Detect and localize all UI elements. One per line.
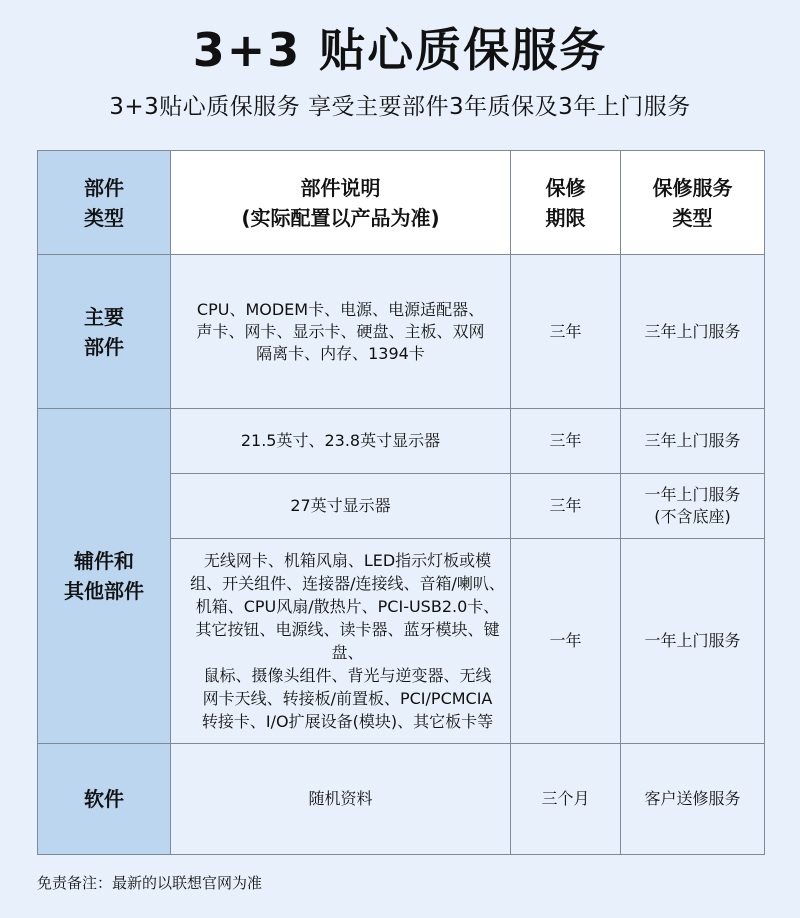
main-parts-period: 三年 [511, 255, 621, 409]
table-row-monitor-small [38, 409, 765, 474]
software-service: 客户送修服务 [621, 744, 765, 855]
category-accessories: 辅件和 其他部件 [38, 409, 171, 744]
category-software: 软件 [38, 744, 171, 855]
page-title: 3+3 贴心质保服务 [192, 23, 608, 77]
main-parts-description: CPU、MODEM卡、电源、电源适配器、 声卡、网卡、显示卡、硬盘、主板、双网 隔离卡、内存、1394卡 [171, 255, 511, 409]
warranty-table [37, 150, 765, 855]
other-parts-period: 一年 [511, 539, 621, 744]
monitor-small-service: 三年上门服务 [621, 409, 765, 474]
other-parts-service: 一年上门服务 [621, 539, 765, 744]
table-row-main-parts [38, 255, 765, 409]
header-warranty-period: 保修 期限 [511, 151, 621, 255]
header-part-description: 部件说明 (实际配置以产品为准) [171, 151, 511, 255]
table-row-software [38, 744, 765, 855]
category-main-parts: 主要 部件 [38, 255, 171, 409]
other-parts-description: 无线网卡、机箱风扇、LED指示灯板或模 组、开关组件、连接器/连接线、音箱/喇叭、 机箱、CPU风扇/散热片、PCI-USB2.0卡、 其它按钮、电源线、读卡器、蓝牙模块、键盘、 鼠标、摄像头组件、背光与逆变器、无线 网卡天线、转接板/前置板、PCI/PCMCIA 转接卡、I/O扩展设备(模块)、其它板卡等 [171, 539, 511, 744]
main-parts-service: 三年上门服务 [621, 255, 765, 409]
table-header-row [38, 151, 765, 255]
header-part-type: 部件 类型 [38, 151, 171, 255]
monitor-small-period: 三年 [511, 409, 621, 474]
disclaimer-note: 免责备注：最新的以联想官网为准 [37, 874, 263, 892]
monitor-large-service: 一年上门服务 (不含底座) [621, 474, 765, 539]
page-subtitle: 3+3贴心质保服务 享受主要部件3年质保及3年上门服务 [109, 94, 691, 120]
software-description: 随机资料 [171, 744, 511, 855]
monitor-small-description: 21.5英寸、23.8英寸显示器 [171, 409, 511, 474]
monitor-large-period: 三年 [511, 474, 621, 539]
software-period: 三个月 [511, 744, 621, 855]
header-service-type: 保修服务 类型 [621, 151, 765, 255]
monitor-large-description: 27英寸显示器 [171, 474, 511, 539]
